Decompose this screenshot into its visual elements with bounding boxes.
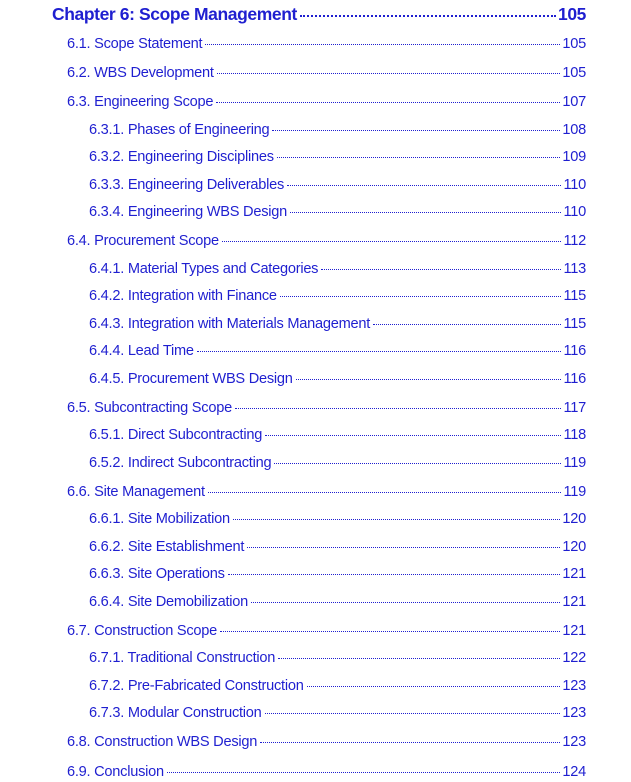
toc-label: 6.4.5. Procurement WBS Design xyxy=(89,371,293,387)
toc-label: 6.6.2. Site Establishment xyxy=(89,539,245,555)
toc-entry-6-6-4[interactable] xyxy=(89,592,586,612)
toc-entry-6-4[interactable] xyxy=(67,231,586,251)
dot-leader xyxy=(321,269,561,270)
dot-leader xyxy=(208,492,562,493)
toc-page-number: 115 xyxy=(563,288,586,304)
dot-leader xyxy=(265,435,561,436)
toc-label: 6.3.4. Engineering WBS Design xyxy=(89,204,287,220)
toc-entry-6-3-3[interactable] xyxy=(89,175,586,195)
toc-page-number: 116 xyxy=(563,371,586,387)
toc-page-number: 120 xyxy=(562,539,586,555)
toc-label: 6.1. Scope Statement xyxy=(67,36,203,52)
toc-page-number: 108 xyxy=(562,122,586,138)
toc-label: 6.7. Construction Scope xyxy=(67,623,218,639)
toc-entry-6-6-3[interactable] xyxy=(89,564,586,584)
toc-label: 6.3.1. Phases of Engineering xyxy=(89,122,270,138)
dot-leader xyxy=(274,463,561,464)
dot-leader xyxy=(265,713,561,714)
toc-label: 6.5.2. Indirect Subcontracting xyxy=(89,455,272,471)
toc-label: 6.6.4. Site Demobilization xyxy=(89,594,248,610)
dot-leader xyxy=(167,772,561,773)
toc-entry-6-8[interactable] xyxy=(67,732,586,752)
toc-page-number: 119 xyxy=(563,484,586,500)
dot-leader xyxy=(296,379,562,380)
toc-entry-6-6[interactable] xyxy=(67,482,586,502)
toc-label: 6.9. Conclusion xyxy=(67,764,164,780)
toc-chapter-6[interactable] xyxy=(52,4,586,24)
dot-leader xyxy=(307,686,561,687)
toc-label: 6.7.1. Traditional Construction xyxy=(89,650,276,666)
dot-leader xyxy=(205,44,560,45)
toc-entry-6-5-1[interactable] xyxy=(89,425,586,445)
toc-page-number: 120 xyxy=(562,511,586,527)
toc-label: 6.7.2. Pre-Fabricated Construction xyxy=(89,678,304,694)
toc-entry-6-6-2[interactable] xyxy=(89,537,586,557)
dot-leader xyxy=(228,574,561,575)
toc-page-number: 123 xyxy=(562,734,586,750)
toc-page-number: 118 xyxy=(563,427,586,443)
toc-page-number: 121 xyxy=(562,594,586,610)
dot-leader xyxy=(235,408,562,409)
dot-leader xyxy=(277,157,561,158)
toc-page-number: 123 xyxy=(562,705,586,721)
toc-label: 6.4. Procurement Scope xyxy=(67,233,219,249)
toc-entry-6-9[interactable] xyxy=(67,762,586,782)
toc-label: 6.3. Engineering Scope xyxy=(67,94,214,110)
toc-entry-6-7[interactable] xyxy=(67,621,586,641)
toc-page-number: 105 xyxy=(562,36,586,52)
toc-page-number: 117 xyxy=(563,400,586,416)
toc-entry-6-1[interactable] xyxy=(67,34,586,54)
toc-page-number: 124 xyxy=(562,764,586,780)
toc-page-number: 113 xyxy=(563,261,586,277)
toc-label: 6.3.2. Engineering Disciplines xyxy=(89,149,274,165)
toc-page-number: 119 xyxy=(563,455,586,471)
toc-page-number: 123 xyxy=(562,678,586,694)
toc-label: 6.6.3. Site Operations xyxy=(89,566,225,582)
toc-label: 6.8. Construction WBS Design xyxy=(67,734,258,750)
toc-label: 6.7.3. Modular Construction xyxy=(89,705,262,721)
toc-page-number: 115 xyxy=(563,316,586,332)
toc-entry-6-6-1[interactable] xyxy=(89,509,586,529)
toc-entry-6-3-2[interactable] xyxy=(89,147,586,167)
toc-entry-6-3-4[interactable] xyxy=(89,202,586,222)
toc-page-number: 109 xyxy=(562,149,586,165)
toc-page-number: 110 xyxy=(563,177,586,193)
dot-leader xyxy=(233,519,561,520)
toc-label: 6.5. Subcontracting Scope xyxy=(67,400,232,416)
dot-leader xyxy=(222,241,562,242)
toc-entry-6-2[interactable] xyxy=(67,63,586,83)
toc-label: 6.4.2. Integration with Finance xyxy=(89,288,277,304)
toc-entry-6-7-1[interactable] xyxy=(89,648,586,668)
toc-page-number: 107 xyxy=(562,94,586,110)
toc-page-number: 121 xyxy=(562,623,586,639)
toc-label: 6.4.3. Integration with Materials Management xyxy=(89,316,371,332)
toc-entry-6-4-2[interactable] xyxy=(89,286,586,306)
dot-leader xyxy=(251,602,560,603)
dot-leader xyxy=(260,742,560,743)
dot-leader xyxy=(216,102,560,103)
toc-entry-6-3[interactable] xyxy=(67,92,586,112)
toc-label: 6.4.1. Material Types and Categories xyxy=(89,261,319,277)
toc-label: 6.4.4. Lead Time xyxy=(89,343,194,359)
toc-page-number: 116 xyxy=(563,343,586,359)
toc-entry-6-4-1[interactable] xyxy=(89,259,586,279)
toc-page-number: 122 xyxy=(562,650,586,666)
toc-entry-6-3-1[interactable] xyxy=(89,120,586,140)
dot-leader xyxy=(280,296,562,297)
toc-label: 6.5.1. Direct Subcontracting xyxy=(89,427,263,443)
toc-label: Chapter 6: Scope Management xyxy=(52,4,297,24)
dot-leader xyxy=(278,658,560,659)
toc-entry-6-4-3[interactable] xyxy=(89,314,586,334)
toc-entry-6-7-3[interactable] xyxy=(89,703,586,723)
toc-label: 6.6. Site Management xyxy=(67,484,205,500)
toc-page-number: 110 xyxy=(563,204,586,220)
toc-page-number: 105 xyxy=(562,65,586,81)
toc-label: 6.3.3. Engineering Deliverables xyxy=(89,177,285,193)
toc-label: 6.2. WBS Development xyxy=(67,65,214,81)
dot-leader xyxy=(290,212,561,213)
toc-entry-6-5[interactable] xyxy=(67,398,586,418)
dot-leader xyxy=(272,130,560,131)
dot-leader xyxy=(220,631,560,632)
toc-page-number: 105 xyxy=(558,4,586,24)
dot-leader xyxy=(300,15,556,17)
toc-entry-6-5-2[interactable] xyxy=(89,453,586,473)
toc-entry-6-4-5[interactable] xyxy=(89,369,586,389)
dot-leader xyxy=(287,185,561,186)
toc-page-number: 121 xyxy=(562,566,586,582)
dot-leader xyxy=(373,324,561,325)
dot-leader xyxy=(197,351,562,352)
toc-entry-6-7-2[interactable] xyxy=(89,676,586,696)
dot-leader xyxy=(217,73,561,74)
dot-leader xyxy=(247,547,560,548)
toc-entry-6-4-4[interactable] xyxy=(89,341,586,361)
toc-label: 6.6.1. Site Mobilization xyxy=(89,511,230,527)
toc-page-number: 112 xyxy=(563,233,586,249)
cut-off-row xyxy=(0,758,631,780)
